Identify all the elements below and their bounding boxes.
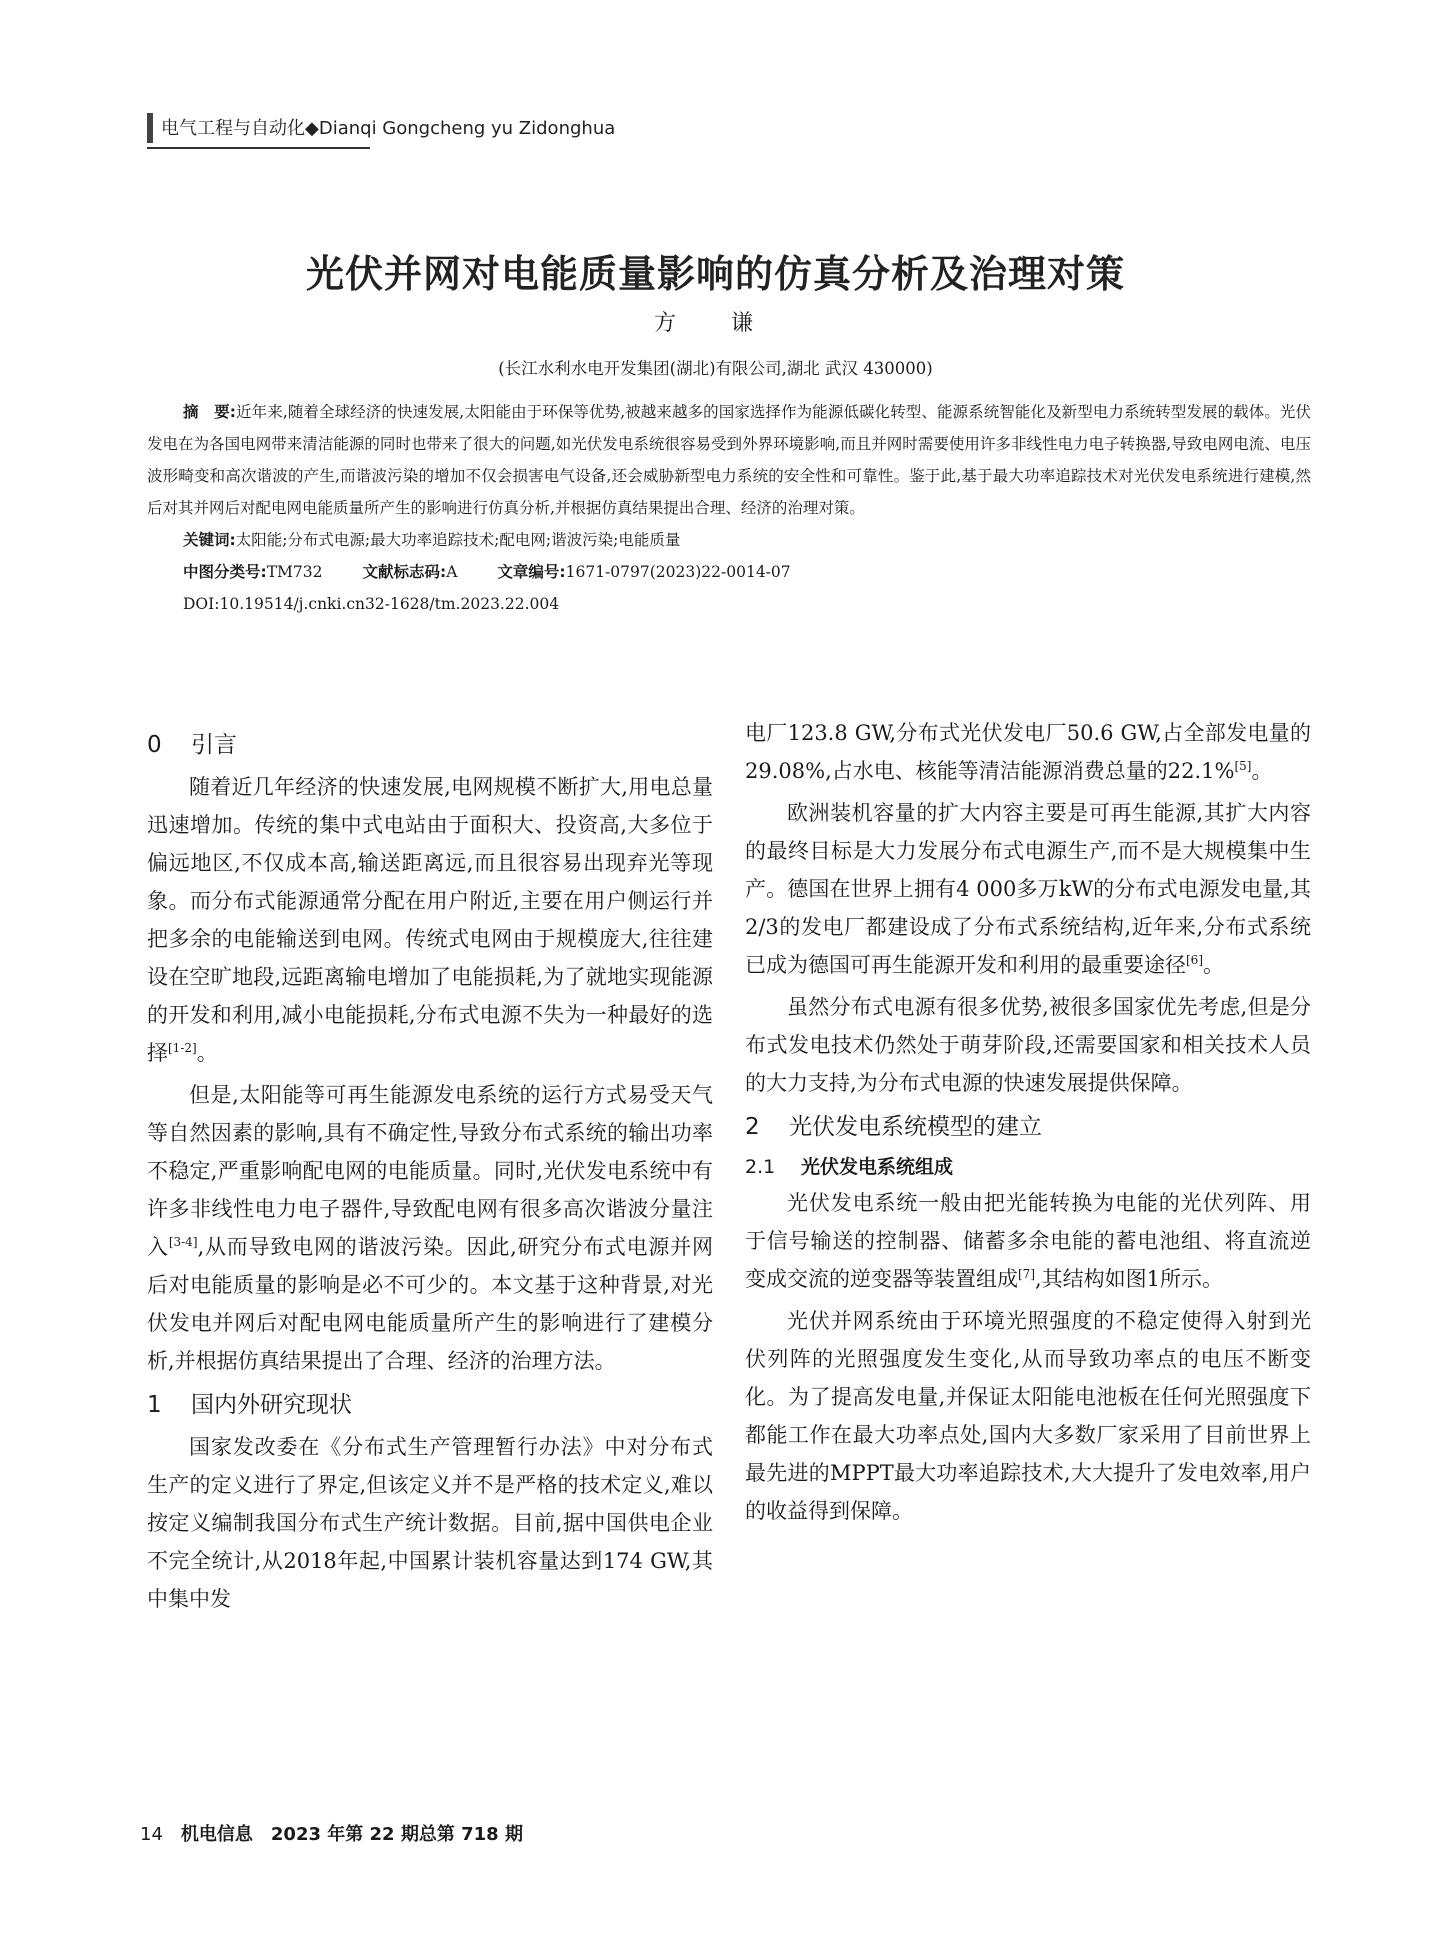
section-number: 1	[147, 1392, 162, 1418]
section-2-heading	[745, 1108, 1311, 1146]
doc-code-label: 文献标志码:	[362, 563, 447, 581]
page-footer	[140, 1820, 523, 1846]
author: 方 谦	[654, 311, 777, 336]
doi-line	[147, 588, 1311, 620]
subsection-title: 光伏发电系统组成	[801, 1156, 954, 1178]
article-number-value: 1671-0797(2023)22-0014-07	[565, 563, 791, 581]
paragraph-text: 电厂123.8 GW,分布式光伏发电厂50.6 GW,占全部发电量的29.08%,占水电、核能等清洁能源消费总量的22.1%	[745, 721, 1311, 783]
paragraph: 光伏并网系统由于环境光照强度的不稳定使得入射到光伏列阵的光照强度发生变化,从而导致功率点的电压不断变化。为了提高发电量,并保证太阳能电池板在任何光照强度下都能工作在最大功率点处,国内大多数厂家采用了目前世界上最先进的MPPT最大功率追踪技术,大大提升了发电效率,用户的收益得到保障。	[745, 1309, 1311, 1523]
section-0-heading	[147, 726, 713, 764]
journal-info: 机电信息 2023 年第 22 期总第 718 期	[180, 1824, 523, 1845]
keywords-text: 太阳能;分布式电源;最大功率追踪技术;配电网;谐波污染;电能质量	[235, 531, 681, 549]
header-text: 电气工程与自动化◆Dianqi Gongcheng yu Zidonghua	[161, 118, 616, 139]
section-number: 2	[745, 1114, 760, 1140]
citation: [7]	[1018, 1267, 1035, 1281]
paragraph-text: 欧洲装机容量的扩大内容主要是可再生能源,其扩大内容的最终目标是大力发展分布式电源生产,而不是大规模集中生产。德国在世界上拥有4 000多万kW的分布式电源发电量,其2/3的发电厂都建设成了分布式系统结构,近年来,分布式系统已成为德国可再生能源开发和利用的最重要途径	[745, 801, 1311, 977]
paragraph-text: ,从而导致电网的谐波污染。因此,研究分布式电源并网后对电能质量的影响是必不可少的。本文基于这种背景,对光伏发电并网后对配电网电能质量所产生的影响进行了建模分析,并根据仿真结果提出了合理、经济的治理方法。	[147, 1235, 714, 1373]
running-header	[147, 109, 616, 149]
paragraph-text: 。	[196, 1041, 218, 1065]
citation: [5]	[1234, 759, 1252, 773]
paragraph-text: 但是,太阳能等可再生能源发电系统的运行方式易受天气等自然因素的影响,具有不确定性,导致分布式系统的输出功率不稳定,严重影响配电网的电能质量。同时,光伏发电系统中有许多非线性电力电子器件,导致配电网有很多高次谐波分量注入	[147, 1083, 713, 1259]
paragraph-continued	[745, 714, 1311, 790]
section-1-heading	[147, 1386, 713, 1424]
clc-value: TM732	[266, 563, 323, 581]
citation: [3-4]	[168, 1235, 198, 1249]
doi-value: 10.19514/j.cnki.cn32-1628/tm.2023.22.004	[219, 595, 560, 613]
paragraph: 国家发改委在《分布式生产管理暂行办法》中对分布式生产的定义进行了界定,但该定义并不是严格的技术定义,难以按定义编制我国分布式生产统计数据。目前,据中国供电企业不完全统计,从2018年起,中国累计装机容量达到174 GW,其中集中发	[147, 1435, 713, 1611]
paragraph	[745, 794, 1311, 984]
affiliation: (长江水利水电开发集团(湖北)有限公司,湖北 武汉 430000)	[498, 359, 933, 378]
section-title: 国内外研究现状	[191, 1392, 352, 1418]
section-title: 引言	[191, 732, 237, 758]
doc-code-value: A	[446, 563, 458, 581]
abstract-label: 摘 要:	[183, 403, 236, 421]
abstract-text: 近年来,随着全球经济的快速发展,太阳能由于环保等优势,被越来越多的国家选择作为能源低碳化转型、能源系统智能化及新型电力系统转型发展的载体。光伏发电在为各国电网带来清洁能源的同时也带来了很大的问题,如光伏发电系统很容易受到外界环境影响,而且并网时需要使用许多非线性电力电子转换器,导致电网电流、电压波形畸变和高次谐波的产生,而谐波污染的增加不仅会损害电气设备,还会威胁新型电力系统的安全性和可靠性。鉴于此,基于最大功率追踪技术对光伏发电系统进行建模,然后对其并网后对配电网电能质量所产生的影响进行仿真分析,并根据仿真结果提出合理、经济的治理对策。	[147, 403, 1311, 517]
abstract-block	[147, 396, 1311, 620]
section-title: 光伏发电系统模型的建立	[789, 1114, 1042, 1140]
paper-title: 光伏并网对电能质量影响的仿真分析及治理对策	[305, 252, 1125, 296]
page-number: 14	[140, 1824, 163, 1845]
paragraph-text: 。	[1251, 759, 1273, 783]
doi-label: DOI:	[183, 595, 220, 613]
article-number-label: 文章编号:	[497, 563, 566, 581]
header-rule	[147, 147, 370, 149]
keywords	[147, 524, 1311, 556]
right-column	[745, 714, 1311, 1534]
header-marker-bar	[147, 113, 153, 143]
citation: [1-2]	[168, 1041, 197, 1055]
paragraph	[745, 1184, 1311, 1298]
paragraph-text: ,其结构如图1所示。	[1035, 1267, 1224, 1291]
paragraph-text: 随着近几年经济的快速发展,电网规模不断扩大,用电总量迅速增加。传统的集中式电站由于面积大、投资高,大多位于偏远地区,不仅成本高,输送距离远,而且很容易出现弃光等现象。而分布式能源通常分配在用户附近,主要在用户侧运行并把多余的电能输送到电网。传统式电网由于规模庞大,往往建设在空旷地段,远距离输电增加了电能损耗,为了就地实现能源的开发和利用,减小电能损耗,分布式电源不失为一种最好的选择	[147, 775, 713, 1065]
paragraph-text: 。	[1203, 953, 1224, 977]
keywords-label: 关键词:	[183, 531, 236, 549]
abstract	[147, 396, 1311, 524]
paragraph	[147, 768, 713, 1072]
section-number: 0	[147, 732, 162, 758]
clc-label: 中图分类号:	[183, 563, 267, 581]
paragraph-text: 光伏发电系统一般由把光能转换为电能的光伏列阵、用于信号输送的控制器、储蓄多余电能的蓄电池组、将直流逆变成交流的逆变器等装置组成	[745, 1191, 1311, 1291]
paragraph	[147, 1076, 713, 1380]
subsection-2-1-heading	[745, 1150, 1311, 1184]
classification-line	[147, 556, 1311, 588]
paragraph: 虽然分布式电源有很多优势,被很多国家优先考虑,但是分布式发电技术仍然处于萌芽阶段,还需要国家和相关技术人员的大力支持,为分布式电源的快速发展提供保障。	[745, 995, 1311, 1095]
subsection-number: 2.1	[745, 1156, 776, 1178]
left-column	[147, 720, 713, 1622]
citation: [6]	[1186, 953, 1203, 967]
